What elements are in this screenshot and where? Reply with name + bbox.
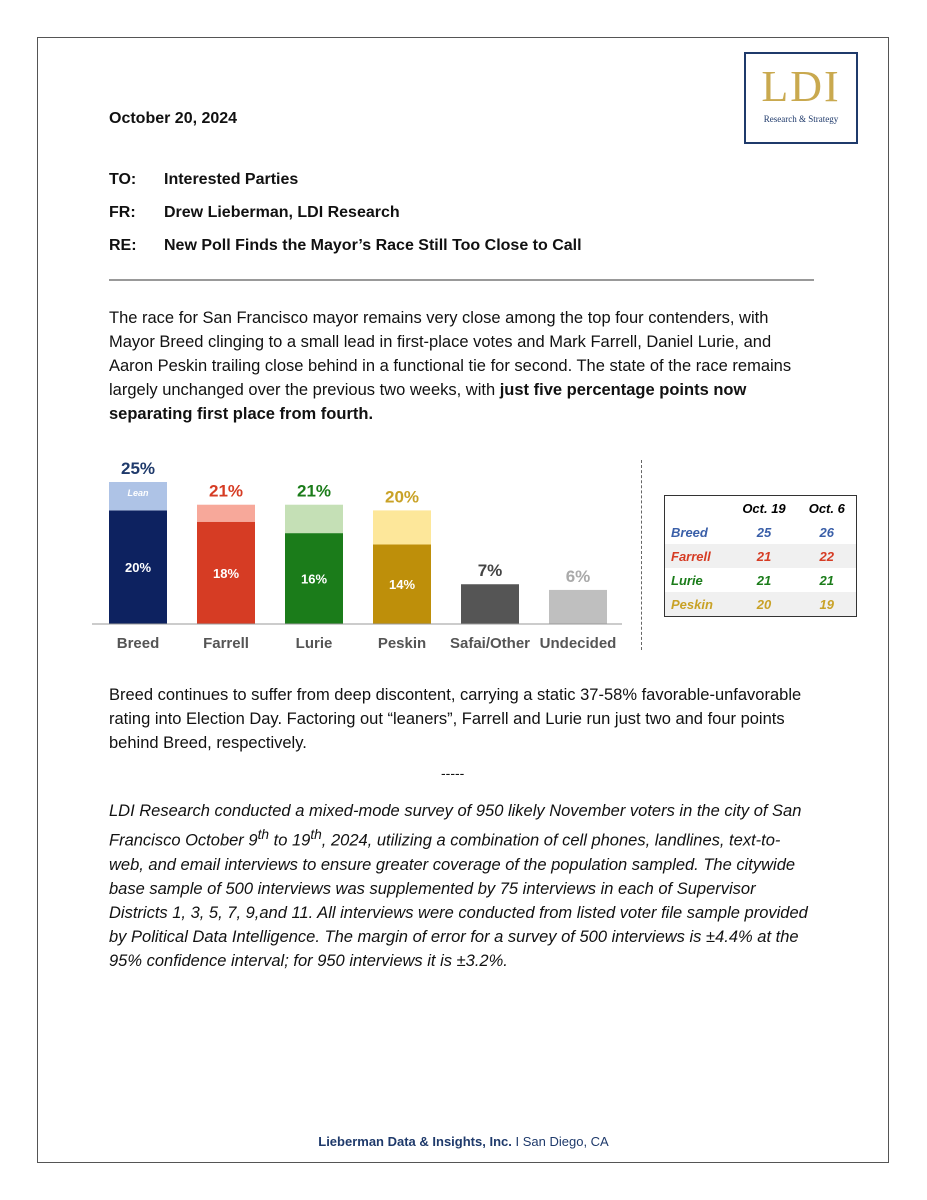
footer-company: Lieberman Data & Insights, Inc. <box>318 1134 512 1149</box>
bar-lean-3 <box>373 510 431 544</box>
memo-re <box>109 237 582 255</box>
memo-re-value: New Poll Finds the Mayor’s Race Still Too Close to Call <box>164 237 582 254</box>
table-cell-oct6: 19 <box>798 592 857 617</box>
table-header-row <box>665 496 857 521</box>
methodology-text-1: LDI Research conducted a mixed-mode survey of 950 likely November voters in the city of San Francisco October 9 <box>109 802 802 850</box>
bar-firm-label: 20% <box>124 560 152 576</box>
methodology-text-2: to 19 <box>269 831 311 850</box>
footer-location: San Diego, CA <box>522 1134 609 1149</box>
logo-mark: LDI <box>761 62 841 111</box>
table-cell-candidate: Lurie <box>671 572 703 588</box>
table-row <box>665 520 857 544</box>
memo-from-key: FR: <box>109 204 136 221</box>
category-label: Undecided <box>539 635 617 652</box>
bar-firm-label: 18% <box>212 565 240 581</box>
table-row <box>665 568 857 592</box>
poll-bar-chart <box>92 452 632 664</box>
table-cell-candidate: Farrell <box>665 544 731 568</box>
table-cell-oct19: 21 <box>756 572 772 588</box>
footer-divider: I <box>515 1134 520 1149</box>
footer <box>0 1134 927 1149</box>
memo-from <box>109 204 400 222</box>
chart-divider <box>641 460 642 650</box>
memo-from-value: Drew Lieberman, LDI Research <box>164 204 400 221</box>
bar-firm-label: 14% <box>388 577 416 593</box>
intro-bold-text: just five percentage points now separating first place from fourth. <box>109 381 747 423</box>
memo-date: October 20, 2024 <box>109 110 238 127</box>
memo-re-key: RE: <box>109 237 137 254</box>
bar-total-label: 21% <box>208 481 244 501</box>
bar-firm-5 <box>549 590 607 624</box>
bar-total-label: 25% <box>120 459 156 478</box>
table-cell-oct6: 22 <box>798 544 857 568</box>
poll-trend-table <box>664 495 857 617</box>
methodology-text-3: , 2024, utilizing a combination of cell phones, landlines, text-to-web, and email interviews to ensure greater coverage of the population sampled. The citywide base sample of 500 interviews was supplemented by 75 interviews in each of Supervisor Districts 1, 3, 5, 7, 9,and 11. All interviews were conducted from listed voter file sample provided by Political Data Intelligence. The margin of error for a survey of 500 interviews is ±4.4% at the 95% confidence interval; for 950 interviews it is ±3.2%. <box>109 831 808 970</box>
table-header-blank <box>665 496 731 521</box>
intro-text: The race for San Francisco mayor remains very close among the top four contenders, with Mayor Breed clinging to a small lead in first-place votes and Mark Farrell, Daniel Lurie, and Aaron Peskin trailing close behind in a functional tie for second. The state of the race remains largely unchanged over the previous two weeks, with <box>109 309 792 399</box>
table-cell-oct19: 20 <box>730 592 797 617</box>
table-cell-oct19: 25 <box>756 524 772 540</box>
table-header-oct6: Oct. 6 <box>808 500 845 516</box>
bar-total-label: 7% <box>477 561 503 581</box>
table-row <box>665 544 857 568</box>
bar-lean-2 <box>285 505 343 533</box>
intro-paragraph <box>109 306 814 426</box>
category-label: Lurie <box>295 635 333 652</box>
logo-subtitle: Research & Strategy <box>763 114 839 124</box>
bar-total-label: 20% <box>384 487 420 507</box>
methodology-sup-1: th <box>257 827 270 842</box>
table-cell-candidate: Breed <box>671 524 708 540</box>
memo-to-value: Interested Parties <box>164 171 299 188</box>
table-header-oct19: Oct. 19 <box>742 500 786 516</box>
section-separator: ----- <box>441 765 465 781</box>
category-label: Safai/Other <box>449 635 531 652</box>
table-cell-oct19: 21 <box>730 544 797 568</box>
methodology-sup-2: th <box>310 827 322 842</box>
bar-lean-1 <box>197 505 255 522</box>
category-label: Farrell <box>203 635 249 652</box>
lean-label: Lean <box>127 488 149 498</box>
bar-total-label: 6% <box>565 566 591 586</box>
category-label: Peskin <box>377 635 427 652</box>
memo-to-key: TO: <box>109 171 137 188</box>
bar-firm-4 <box>461 584 519 624</box>
ldi-logo <box>744 52 858 144</box>
table-cell-oct6: 21 <box>819 572 834 588</box>
bar-total-label: 21% <box>296 481 332 501</box>
table-cell-oct6: 26 <box>819 524 834 540</box>
memo-to <box>109 171 298 189</box>
category-label: Breed <box>116 635 160 652</box>
table-cell-candidate: Peskin <box>665 592 731 617</box>
table-row <box>665 592 857 617</box>
discontent-paragraph: Breed continues to suffer from deep discontent, carrying a static 37-58% favorable-unfavorable rating into Election Day. Factoring out “leaners”, Farrell and Lurie run just two and four points behind Breed, respectively. <box>109 686 802 752</box>
header-divider <box>109 279 814 281</box>
methodology-paragraph <box>109 799 814 973</box>
bar-firm-label: 16% <box>300 571 328 587</box>
